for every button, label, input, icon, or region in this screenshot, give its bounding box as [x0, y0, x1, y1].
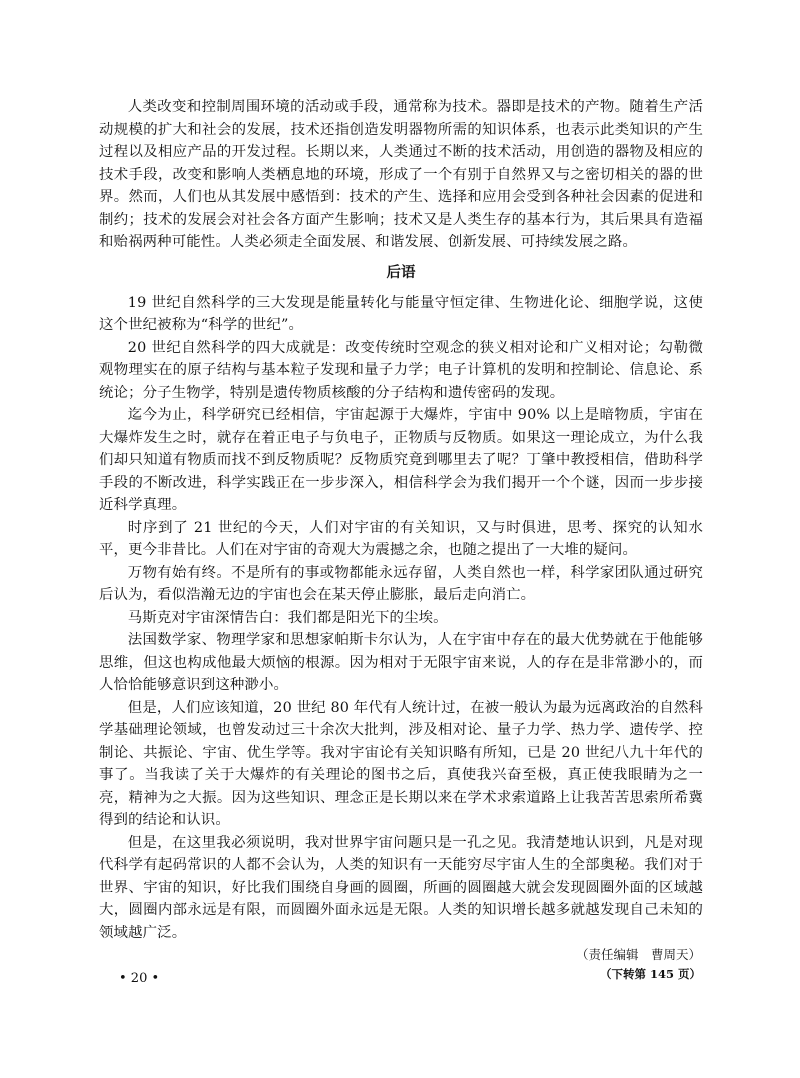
body-paragraph: 但是，人们应该知道，20 世纪 80 年代有人统计过，在被一般认为最为远离政治的自然科学基础理论领域，也曾发动过三十余次大批判，涉及相对论、量子力学、热力学、遗传学、控制论、共振论、宇宙、优生学等。我对宇宙论有关知识略有所知，已是 20 世纪八九十年代的事了。当我读了关于大爆炸的有关理论的图书之后，真使我兴奋至极，真正使我眼睛为之一亮，精神为之大振。因为这些知识、理念正是长期以来在学术求索道路上让我苦苦思索所希冀得到的结论和认识。 — [99, 699, 703, 828]
continued-note: （下转第 145 页） — [599, 967, 701, 981]
page-number: • 20 • — [119, 971, 160, 986]
body-paragraph: 19 世纪自然科学的三大发现是能量转化与能量守恒定律、生物进化论、细胞学说，这使这个世纪被称为“科学的世纪”。 — [99, 294, 703, 333]
intro-paragraph: 人类改变和控制周围环境的活动或手段，通常称为技术。器即是技术的产物。随着生产活动规模的扩大和社会的发展，技术还指创造发明器物所需的知识体系，也表示此类知识的产生过程以及相应产品的开发过程。长期以来，人类通过不断的技术活动，用创造的器物及相应的技术手段，改变和影响人类栖息地的环境，形成了一个有别于自然界又与之密切相关的器的世界。然而，人们也从其发展中感悟到：技术的产生、选择和应用会受到各种社会因素的促进和制约；技术的发展会对社会各方面产生影响；技术又是人类生存的基本行为，其后果具有造福和贻祸两种可能性。人类必须走全面发展、和谐发展、创新发展、可持续发展之路。 — [99, 99, 703, 250]
body-paragraph: 但是，在这里我必须说明，我对世界宇宙问题只是一孔之见。我清楚地认识到，凡是对现代科学有起码常识的人都不会认为，人类的知识有一天能穷尽宇宙人生的全部奥秘。我们对于世界、宇宙的知识，好比我们围绕自身画的圆圈，所画的圆圈越大就会发现圆圈外面的区域越大，圆圈内部永远是有限，而圆圈外面永远是无限。人类的知识增长越多就越发现自己未知的领域越广泛。 — [99, 834, 703, 941]
body-paragraph: 法国数学家、物理学家和思想家帕斯卡尔认为，人在宇宙中存在的最大优势就在于他能够思维，但这也构成他最大烦恼的根源。因为相对于无限宇宙来说，人的存在是非常渺小的，而人恰恰能够意识到这种渺小。 — [99, 632, 703, 693]
section-heading: 后语 — [386, 264, 416, 281]
body-paragraph: 20 世纪自然科学的四大成就是：改变传统时空观念的狭义相对论和广义相对论；勾勒微观物理实在的原子结构与基本粒子发现和量子力学；电子计算机的发明和控制论、信息论、系统论；分子生物学，特别是遗传物质核酸的分子结构和遗传密码的发现。 — [99, 339, 703, 401]
body-paragraph: 时序到了 21 世纪的今天，人们对宇宙的有关知识，又与时俱进，思考、探究的认知水平，更今非昔比。人们在对宇宙的奇观大为震撼之余，也随之提出了一大堆的疑问。 — [99, 519, 703, 558]
editor-credit: （责任编辑 曹周天） — [575, 947, 701, 962]
body-paragraph: 万物有始有终。不是所有的事或物都能永远存留，人类自然也一样，科学家团队通过研究后认为，看似浩瀚无边的宇宙也会在某天停止膨胀，最后走向消亡。 — [99, 564, 703, 603]
body-paragraph: 迄今为止，科学研究已经相信，宇宙起源于大爆炸，宇宙中 90% 以上是暗物质，宇宙在大爆炸发生之时，就存在着正电子与负电子，正物质与反物质。如果这一理论成立，为什么我们却只知道有物质而找不到反物质呢？反物质究竟到哪里去了呢？丁肇中教授相信，借助科学手段的不断改进，科学实践正在一步步深入，相信科学会为我们揭开一个个谜，因而一步步接近科学真理。 — [99, 407, 703, 513]
body-paragraph: 马斯克对宇宙深情告白：我们都是阳光下的尘埃。 — [127, 609, 448, 626]
article-body — [99, 96, 703, 984]
